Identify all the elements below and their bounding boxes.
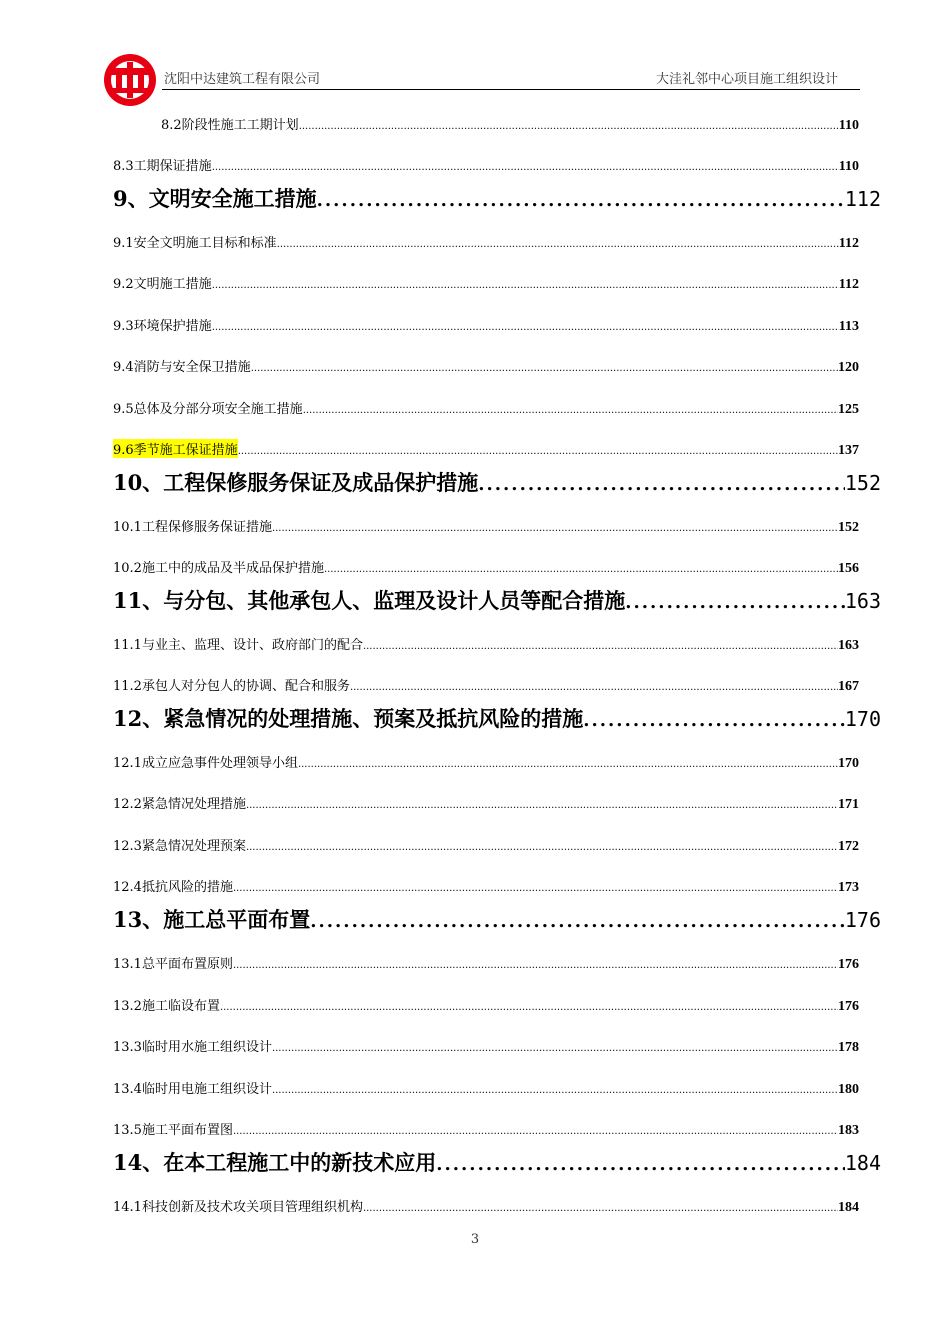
- document-title: 大洼礼邻中心项目施工组织设计: [655, 72, 838, 87]
- toc-leader: [436, 1154, 845, 1175]
- company-name: 沈阳中达建筑工程有限公司: [164, 72, 321, 87]
- toc-entry[interactable]: [113, 1036, 859, 1056]
- toc-entry-page: 163: [838, 638, 859, 653]
- toc-leader: [272, 523, 838, 534]
- toc-chapter-label: 13、施工总平面布置: [113, 907, 311, 932]
- toc-leader: [272, 1085, 838, 1096]
- toc-leader: [277, 239, 839, 250]
- toc-chapter[interactable]: [113, 703, 881, 731]
- toc-entry-highlighted[interactable]: [113, 439, 859, 459]
- toc-leader: [233, 883, 838, 894]
- toc-entry-page: 171: [838, 797, 859, 812]
- toc-entry-label: 9.4消防与安全保卫措施: [113, 360, 251, 375]
- toc-entry[interactable]: [113, 356, 859, 376]
- toc-entry[interactable]: [113, 1119, 859, 1139]
- toc-entry[interactable]: [113, 1078, 859, 1098]
- toc-entry-page: 176: [838, 999, 859, 1014]
- toc-entry-label: 13.4临时用电施工组织设计: [113, 1082, 272, 1097]
- toc-entry[interactable]: [113, 315, 859, 335]
- toc-leader: [625, 592, 845, 613]
- toc-leader: [233, 960, 838, 971]
- toc-entry-page: 125: [838, 402, 859, 417]
- toc-entry[interactable]: [113, 995, 859, 1015]
- toc-entry-label: 9.5总体及分部分项安全施工措施: [113, 402, 303, 417]
- toc-entry-label: 8.3工期保证措施: [113, 159, 212, 174]
- toc-entry-page: 180: [838, 1082, 859, 1097]
- toc-entry-page: 110: [838, 159, 859, 174]
- toc-entry-label: 12.4抵抗风险的措施: [113, 880, 233, 895]
- toc-chapter[interactable]: [113, 1147, 881, 1175]
- toc-entry[interactable]: [113, 752, 859, 772]
- toc-entry-page: 173: [838, 880, 859, 895]
- toc-entry-label: 13.3临时用水施工组织设计: [113, 1040, 272, 1055]
- toc-entry-label: 13.2施工临设布置: [113, 999, 220, 1014]
- toc-chapter-page: 112: [844, 187, 881, 211]
- toc-entry[interactable]: [113, 1196, 859, 1216]
- toc-entry[interactable]: [113, 835, 859, 855]
- toc-entry[interactable]: [113, 232, 859, 252]
- toc-entry[interactable]: [113, 793, 859, 813]
- toc-chapter-page: 163: [844, 589, 881, 613]
- toc-leader: [303, 405, 838, 416]
- header-divider: [162, 89, 860, 90]
- toc-leader: [324, 564, 838, 575]
- toc-leader: [478, 474, 845, 495]
- toc-leader: [220, 1002, 838, 1013]
- toc-entry-page: 112: [838, 277, 859, 292]
- toc-chapter[interactable]: [113, 467, 881, 495]
- toc-leader: [272, 1043, 838, 1054]
- toc-entry-page: 137: [838, 443, 859, 458]
- toc-entry-page: 152: [838, 520, 859, 535]
- toc-entry-page: 170: [838, 756, 859, 771]
- toc-entry-label: 13.5施工平面布置图: [113, 1123, 233, 1138]
- toc-leader: [298, 759, 838, 770]
- toc-leader: [583, 710, 845, 731]
- toc-leader: [317, 190, 845, 211]
- toc-entry[interactable]: [161, 114, 859, 134]
- company-logo-icon: [100, 52, 168, 108]
- toc-entry-page: 112: [838, 236, 859, 251]
- toc-entry-label: 11.1与业主、监理、设计、政府部门的配合: [113, 638, 363, 653]
- toc-entry-page: 113: [838, 319, 859, 334]
- toc-entry-label: 8.2阶段性施工工期计划: [161, 118, 299, 133]
- toc-leader: [251, 363, 838, 374]
- page-header: [100, 48, 860, 96]
- toc-chapter-page: 184: [844, 1151, 881, 1175]
- toc-entry-label: 10.1工程保修服务保证措施: [113, 520, 272, 535]
- toc-chapter-page: 152: [844, 471, 881, 495]
- toc-entry-page: 120: [838, 360, 859, 375]
- toc-leader: [363, 1203, 838, 1214]
- toc-entry-page: 184: [838, 1200, 859, 1215]
- toc-leader: [238, 446, 838, 457]
- toc-chapter-label: 14、在本工程施工中的新技术应用: [113, 1150, 437, 1175]
- toc-entry-page: 178: [838, 1040, 859, 1055]
- toc-leader: [246, 800, 838, 811]
- toc-leader: [299, 121, 839, 132]
- toc-entry[interactable]: [113, 273, 859, 293]
- toc-leader: [212, 162, 839, 173]
- toc-chapter-page: 170: [844, 707, 881, 731]
- toc-chapter[interactable]: [113, 183, 881, 211]
- toc-chapter-label: 9、文明安全施工措施: [113, 186, 317, 211]
- toc-entry-label: 10.2施工中的成品及半成品保护措施: [113, 561, 324, 576]
- toc-entry-label: 12.3紧急情况处理预案: [113, 839, 246, 854]
- toc-leader: [233, 1126, 838, 1137]
- toc-entry[interactable]: [113, 675, 859, 695]
- toc-leader: [246, 842, 838, 853]
- toc-entry-label: 9.3环境保护措施: [113, 319, 212, 334]
- toc-leader: [350, 682, 838, 693]
- toc-chapter[interactable]: [113, 904, 881, 932]
- toc-entry-label: 12.1成立应急事件处理领导小组: [113, 756, 298, 771]
- toc-leader: [212, 322, 839, 333]
- toc-entry[interactable]: [113, 516, 859, 536]
- toc-entry-page: 183: [838, 1123, 859, 1138]
- page-number: 3: [470, 1232, 480, 1247]
- toc-entry[interactable]: [113, 876, 859, 896]
- toc-chapter-page: 176: [844, 908, 881, 932]
- toc-leader: [212, 280, 839, 291]
- toc-entry-label: 9.1安全文明施工目标和标准: [113, 236, 277, 251]
- toc-entry-label: 12.2紧急情况处理措施: [113, 797, 246, 812]
- toc-entry-page: 176: [838, 957, 859, 972]
- toc-chapter[interactable]: [113, 585, 881, 613]
- toc-leader: [310, 911, 845, 932]
- toc-entry-label: 11.2承包人对分包人的协调、配合和服务: [113, 679, 350, 694]
- toc-entry-page: 172: [838, 839, 859, 854]
- toc-entry-label: 9.6季节施工保证措施: [113, 439, 238, 458]
- toc-entry-page: 167: [838, 679, 859, 694]
- toc-entry-page: 156: [838, 561, 859, 576]
- toc-chapter-label: 12、紧急情况的处理措施、预案及抵抗风险的措施: [113, 706, 584, 731]
- toc-entry-label: 14.1科技创新及技术攻关项目管理组织机构: [113, 1200, 363, 1215]
- toc-entry[interactable]: [113, 634, 859, 654]
- toc-entry[interactable]: [113, 155, 859, 175]
- toc-entry[interactable]: [113, 398, 859, 418]
- toc-chapter-label: 11、与分包、其他承包人、监理及设计人员等配合措施: [113, 588, 626, 613]
- toc-leader: [363, 641, 838, 652]
- toc-entry-label: 9.2文明施工措施: [113, 277, 212, 292]
- toc-entry-page: 110: [838, 118, 859, 133]
- toc-entry[interactable]: [113, 557, 859, 577]
- toc-entry[interactable]: [113, 953, 859, 973]
- toc-chapter-label: 10、工程保修服务保证及成品保护措施: [113, 470, 479, 495]
- toc-entry-label: 13.1总平面布置原则: [113, 957, 233, 972]
